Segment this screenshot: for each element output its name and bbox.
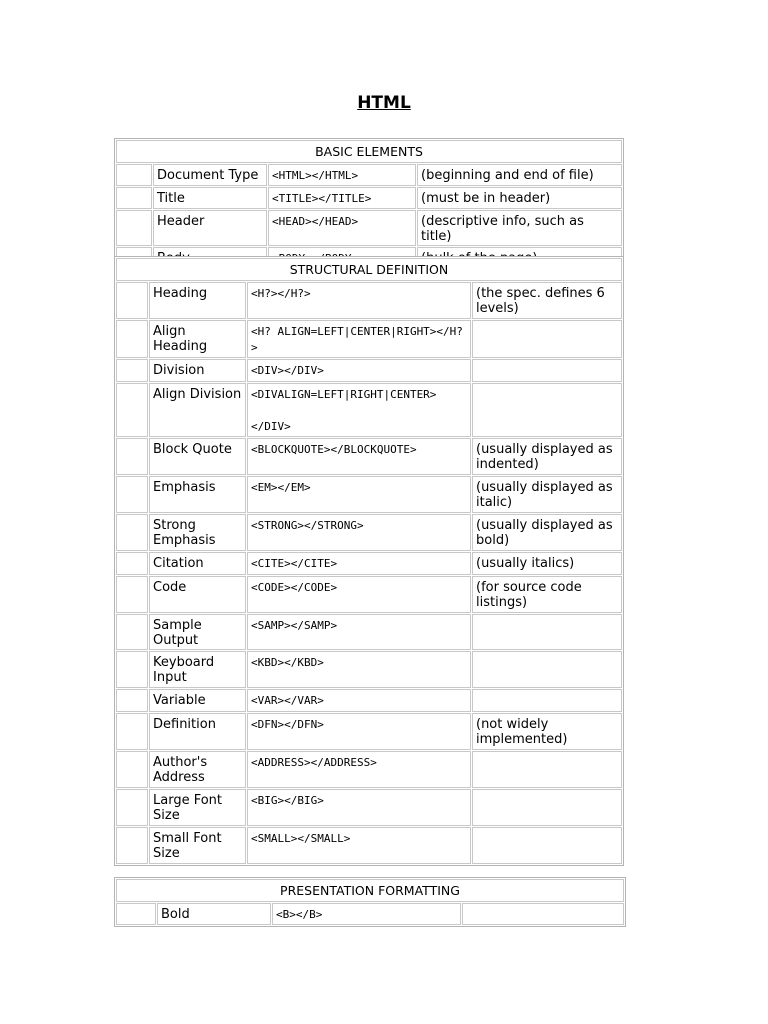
element-name: Large Font Size <box>149 789 246 826</box>
blank-cell <box>116 713 148 750</box>
element-note: (usually displayed as indented) <box>472 438 622 475</box>
element-tag: <BLOCKQUOTE></BLOCKQUOTE> <box>247 438 471 475</box>
element-note: (usually italics) <box>472 552 622 575</box>
table-row <box>116 164 622 186</box>
element-note <box>472 651 622 688</box>
table-row <box>116 827 622 864</box>
element-note <box>472 751 622 788</box>
blank-cell <box>116 827 148 864</box>
element-tag: <SMALL></SMALL> <box>247 827 471 864</box>
blank-cell <box>116 689 148 712</box>
element-name: Heading <box>149 282 246 319</box>
element-name: Citation <box>149 552 246 575</box>
element-tag: <SAMP></SAMP> <box>247 614 471 650</box>
blank-cell <box>116 383 148 437</box>
table-row <box>116 383 622 437</box>
element-tag: <TITLE></TITLE> <box>268 187 416 209</box>
blank-cell <box>116 476 148 513</box>
element-tag-open: <DIVALIGN=LEFT|RIGHT|CENTER> <box>251 388 437 401</box>
element-tag: <EM></EM> <box>247 476 471 513</box>
table-row <box>116 187 622 209</box>
element-tag <box>247 383 471 437</box>
element-note: (for source code listings) <box>472 576 622 613</box>
element-tag: <CITE></CITE> <box>247 552 471 575</box>
blank-cell <box>116 320 148 358</box>
element-tag: <HEAD></HEAD> <box>268 210 416 246</box>
element-name: Block Quote <box>149 438 246 475</box>
element-tag-close: </DIV> <box>251 420 291 433</box>
blank-cell <box>116 576 148 613</box>
table-row <box>116 438 622 475</box>
element-name: Author's Address <box>149 751 246 788</box>
blank-cell <box>116 210 152 246</box>
element-tag: <VAR></VAR> <box>247 689 471 712</box>
table-row <box>116 282 622 319</box>
element-name: Small Font Size <box>149 827 246 864</box>
blank-cell <box>116 187 152 209</box>
element-name: Division <box>149 359 246 382</box>
element-tag: <ADDRESS></ADDRESS> <box>247 751 471 788</box>
section-heading: BASIC ELEMENTS <box>116 140 622 163</box>
element-tag: <DFN></DFN> <box>247 713 471 750</box>
table-row <box>116 552 622 575</box>
blank-cell <box>116 614 148 650</box>
element-note <box>472 789 622 826</box>
blank-cell <box>116 651 148 688</box>
table-row <box>116 751 622 788</box>
element-name: Document Type <box>153 164 267 186</box>
section-heading: STRUCTURAL DEFINITION <box>116 258 622 281</box>
blank-cell <box>116 438 148 475</box>
element-note <box>472 827 622 864</box>
element-tag: <DIV></DIV> <box>247 359 471 382</box>
element-name: Align Division <box>149 383 246 437</box>
element-name: Title <box>153 187 267 209</box>
basic-elements-table <box>114 138 624 271</box>
blank-cell <box>116 789 148 826</box>
element-tag: <B></B> <box>272 903 461 925</box>
element-note: (the spec. defines 6 levels) <box>472 282 622 319</box>
element-note <box>472 320 622 358</box>
table-row <box>116 514 622 551</box>
blank-cell <box>116 514 148 551</box>
element-name: Header <box>153 210 267 246</box>
element-name: Sample Output <box>149 614 246 650</box>
element-tag: <KBD></KBD> <box>247 651 471 688</box>
element-name: Code <box>149 576 246 613</box>
blank-cell <box>116 282 148 319</box>
blank-cell <box>116 751 148 788</box>
element-name: Definition <box>149 713 246 750</box>
blank-cell <box>116 552 148 575</box>
element-note <box>472 359 622 382</box>
table-row <box>116 320 622 358</box>
element-note <box>472 614 622 650</box>
element-tag: <CODE></CODE> <box>247 576 471 613</box>
element-name: Emphasis <box>149 476 246 513</box>
table-row <box>116 713 622 750</box>
element-note: (usually displayed as italic) <box>472 476 622 513</box>
element-tag: <STRONG></STRONG> <box>247 514 471 551</box>
element-name: Variable <box>149 689 246 712</box>
element-note: (beginning and end of file) <box>417 164 622 186</box>
element-tag: <BIG></BIG> <box>247 789 471 826</box>
element-note <box>472 689 622 712</box>
table-row <box>116 903 624 925</box>
section-heading: PRESENTATION FORMATTING <box>116 879 624 902</box>
structural-definition-table <box>114 256 624 866</box>
table-row <box>116 689 622 712</box>
element-name: Keyboard Input <box>149 651 246 688</box>
element-note: (must be in header) <box>417 187 622 209</box>
table-row <box>116 789 622 826</box>
element-note: (not widely implemented) <box>472 713 622 750</box>
element-name: Bold <box>157 903 271 925</box>
table-row <box>116 210 622 246</box>
table-row <box>116 359 622 382</box>
element-name: Align Heading <box>149 320 246 358</box>
element-note: (usually displayed as bold) <box>472 514 622 551</box>
presentation-formatting-table <box>114 877 626 927</box>
table-row <box>116 614 622 650</box>
page-title: HTML <box>357 93 411 113</box>
element-note <box>462 903 624 925</box>
table-row <box>116 576 622 613</box>
element-note: (descriptive info, such as title) <box>417 210 622 246</box>
element-note <box>472 383 622 437</box>
element-tag: <H? ALIGN=LEFT|CENTER|RIGHT></H?> <box>247 320 471 358</box>
blank-cell <box>116 903 156 925</box>
blank-cell <box>116 164 152 186</box>
table-row <box>116 476 622 513</box>
element-name: Strong Emphasis <box>149 514 246 551</box>
element-tag: <H?></H?> <box>247 282 471 319</box>
element-tag: <HTML></HTML> <box>268 164 416 186</box>
blank-cell <box>116 359 148 382</box>
table-row <box>116 651 622 688</box>
